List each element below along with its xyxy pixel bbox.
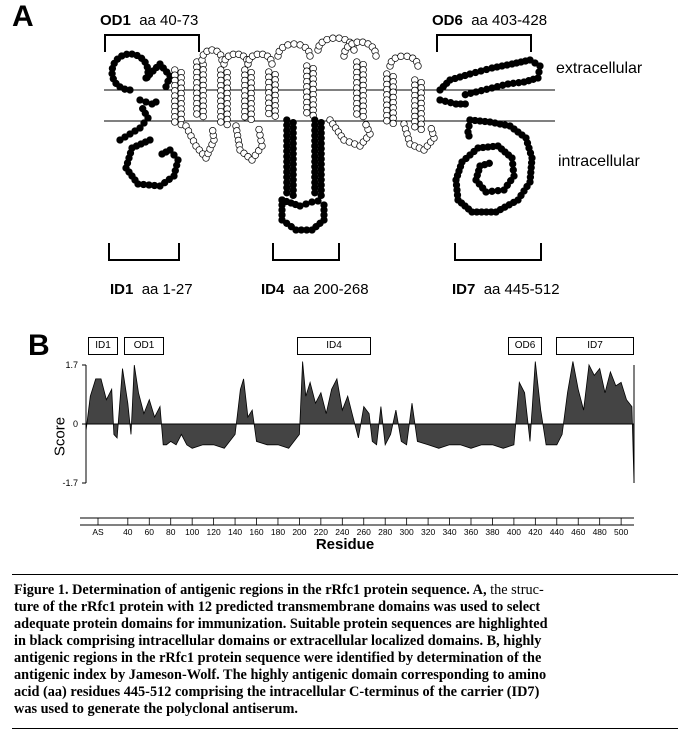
residue [351, 47, 358, 54]
x-tick-label: 500 [614, 527, 629, 537]
residue [428, 125, 435, 132]
id1-bracket [108, 243, 180, 261]
residue-highlighted [290, 192, 297, 199]
id4-label [261, 281, 369, 298]
intracellular-label: intracellular [558, 153, 640, 170]
domain-box-id7: ID7 [556, 337, 634, 355]
residue-highlighted [509, 155, 516, 162]
residue-highlighted [284, 190, 291, 197]
residue [330, 35, 337, 42]
residue [336, 35, 343, 42]
x-tick-label: 200 [292, 527, 307, 537]
residue [272, 113, 279, 120]
caption-bottom-rule [12, 728, 678, 729]
id4-name: ID4 [261, 281, 285, 298]
residue-highlighted [321, 202, 328, 209]
y-tick-label: 1.7 [65, 360, 78, 370]
x-tick-label: 180 [270, 527, 286, 537]
id4-range: aa 200-268 [292, 281, 369, 298]
od6-name: OD6 [432, 12, 463, 29]
caption-line: antigenic index by Jameson-Wolf. The highly antigenic domain corresponding to amino [14, 667, 547, 683]
residue-highlighted [462, 91, 469, 98]
x-tick-label: 120 [206, 527, 221, 537]
residue-highlighted [159, 151, 166, 158]
x-tick-label: 260 [356, 527, 371, 537]
residue [304, 110, 311, 117]
score-axis-label: Score [51, 416, 69, 457]
x-tick-label: 40 [123, 527, 133, 537]
caption-line: in black comprising intracellular domains or extracellular localized domains. B, highly [14, 633, 542, 649]
residue-highlighted [509, 161, 516, 168]
y-tick-label: 0 [72, 419, 78, 429]
domain-box-id4: ID4 [297, 337, 371, 355]
caption-line: adequate protein domains for immunization. Suitable protein sequences are highlighted [14, 616, 548, 632]
y-tick-label: -1.7 [62, 478, 78, 488]
x-tick-label: 220 [313, 527, 328, 537]
residue-highlighted [486, 160, 493, 167]
x-tick-label: 320 [421, 527, 436, 537]
x-tick-label: 480 [592, 527, 607, 537]
id7-label [452, 281, 560, 298]
x-tick-label: 360 [463, 527, 479, 537]
id1-name: ID1 [110, 281, 134, 298]
residue [266, 110, 273, 117]
id4-bracket [272, 243, 340, 261]
panel-b-letter: B [28, 329, 50, 362]
id7-bracket [454, 243, 542, 261]
residue [269, 61, 276, 68]
panel-a-letter: A [12, 0, 34, 33]
residue [307, 53, 314, 60]
residue-highlighted [495, 187, 502, 194]
x-tick-label: 160 [249, 527, 264, 537]
residue-highlighted [139, 105, 146, 112]
caption-line: antigenic regions in the rRfc1 protein sequence were identified by determination of the [14, 650, 542, 666]
x-tick-label: 380 [485, 527, 500, 537]
x-tick-label: 80 [165, 527, 176, 537]
domain-box-od1: OD1 [124, 337, 164, 355]
caption-line: was used to generate the polyclonal antiserum. [14, 701, 298, 717]
x-tick-label: 440 [549, 527, 564, 537]
residue [291, 41, 298, 48]
x-tick-label: 140 [227, 527, 243, 537]
od6-range: aa 403-428 [471, 12, 548, 29]
residue [415, 63, 422, 70]
residue-highlighted [466, 123, 473, 130]
residue-highlighted [510, 167, 517, 174]
residue-highlighted [536, 69, 543, 76]
antigenic-index-chart [0, 355, 690, 555]
residue [218, 119, 225, 126]
residue [209, 127, 216, 134]
od1-range: aa 40-73 [139, 12, 199, 29]
residue-highlighted [143, 99, 150, 106]
x-tick-label: 460 [571, 527, 586, 537]
x-tick-label: 240 [335, 527, 350, 537]
residue [418, 126, 425, 133]
x-tick-label: 340 [442, 527, 457, 537]
residue [200, 113, 207, 120]
residue-highlighted [489, 188, 496, 195]
caption-line: acid (aa) residues 445-512 comprising the intracellular C-terminus of the carrier (ID7) [14, 684, 540, 700]
x-axis-title: Residue [315, 536, 375, 553]
residue-highlighted [163, 83, 170, 90]
residue-highlighted [297, 203, 304, 210]
residue-highlighted [537, 63, 544, 70]
residue [363, 121, 370, 128]
residue-chain [109, 35, 544, 233]
domain-box-id1: ID1 [88, 337, 118, 355]
residue [398, 53, 405, 60]
residue [242, 114, 249, 121]
x-tick-label: 100 [185, 527, 200, 537]
residue [324, 36, 331, 43]
score-area-series [86, 362, 634, 484]
x-tick-label: 420 [528, 527, 543, 537]
residue [373, 53, 380, 60]
extracellular-label: extracellular [556, 60, 643, 77]
residue [390, 120, 397, 127]
x-tick-label: 280 [378, 527, 393, 537]
id7-range: aa 445-512 [483, 281, 560, 298]
residue [412, 124, 419, 131]
residue-highlighted [153, 99, 160, 106]
x-tick-label: 60 [144, 527, 155, 537]
rrfc1-topology-diagram [0, 0, 690, 240]
residue-highlighted [137, 97, 144, 104]
residue-highlighted [303, 201, 310, 208]
id7-name: ID7 [452, 281, 476, 298]
caption-line: ture of the rRfc1 protein with 12 predicted transmembrane domains was used to select [14, 599, 541, 615]
residue-highlighted [309, 199, 316, 206]
domain-box-od6: OD6 [508, 337, 542, 355]
x-tick-label: 400 [506, 527, 521, 537]
caption-line: Figure 1. Determination of antigenic regions in the rRfc1 protein sequence. A, the struc- [14, 582, 544, 598]
residue [285, 42, 292, 49]
residue [360, 113, 367, 120]
id1-label [110, 281, 193, 298]
residue [224, 121, 231, 128]
od1-name: OD1 [100, 12, 131, 29]
x-tick-label: 300 [399, 527, 414, 537]
figure-caption [14, 582, 676, 718]
x-tick-label: AS [92, 527, 104, 537]
residue-highlighted [466, 133, 473, 140]
residue-highlighted [312, 190, 319, 197]
caption-top-rule [12, 574, 678, 575]
residue [248, 116, 255, 123]
id1-range: aa 1-27 [141, 281, 193, 298]
residue [256, 126, 263, 133]
residue-highlighted [315, 198, 322, 205]
residue [354, 111, 361, 118]
residue-highlighted [467, 117, 474, 124]
residue [172, 119, 179, 126]
residue-highlighted [501, 187, 508, 194]
residue-highlighted [462, 101, 469, 108]
residue [194, 111, 201, 118]
residue [384, 118, 391, 125]
